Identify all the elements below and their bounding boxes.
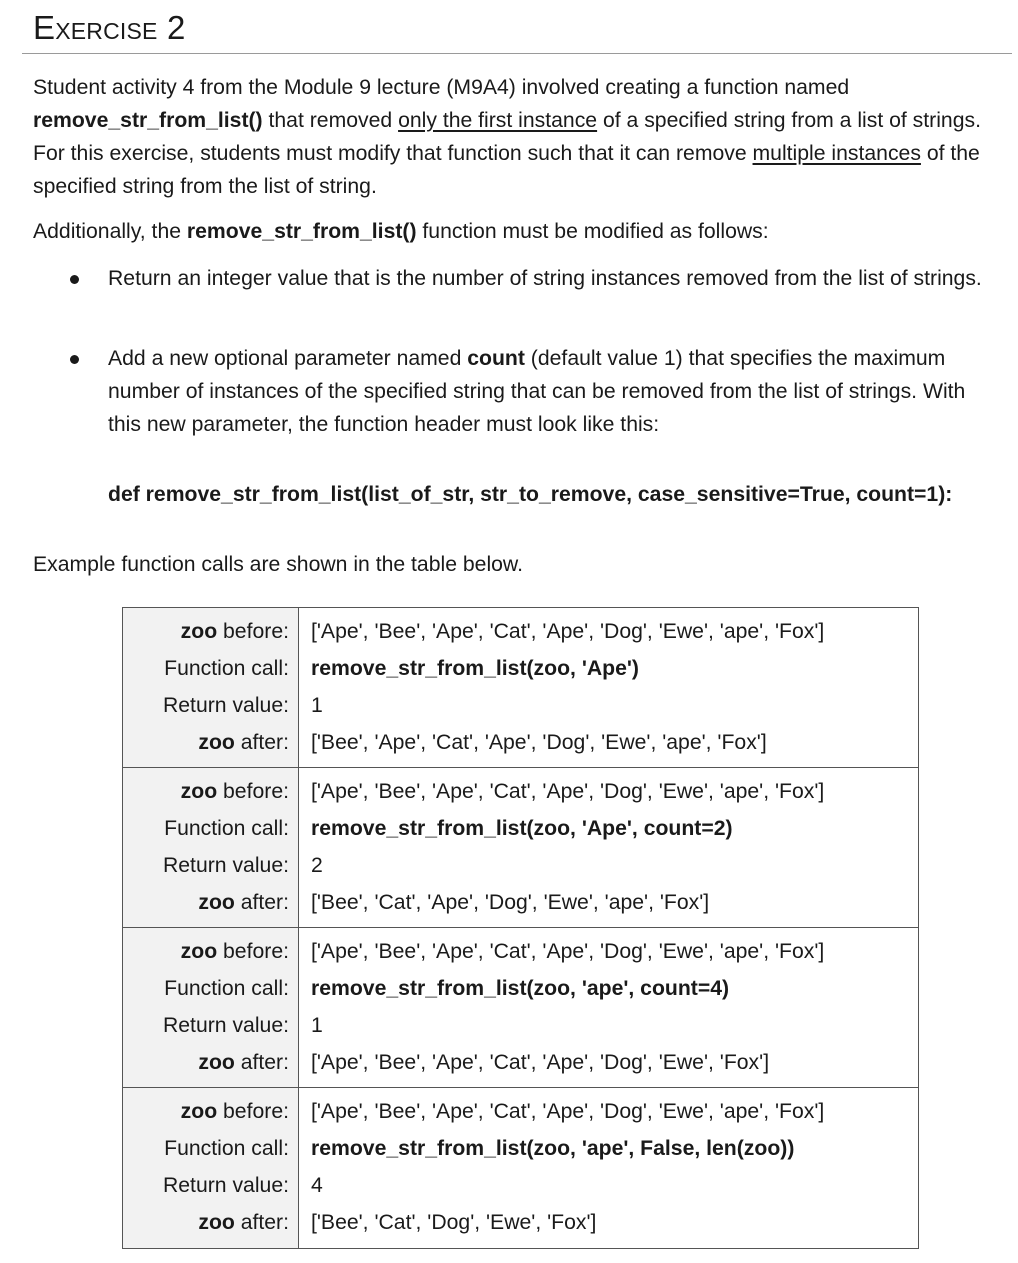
intro-text-7: of the specified string from the list of string. — [33, 142, 980, 198]
zoo-word: zoo — [180, 940, 218, 963]
function-name-bold: remove_str_from_list() — [33, 109, 263, 132]
before-suffix: before: — [217, 940, 289, 963]
modification-paragraph — [33, 215, 1001, 248]
bullet-dot-icon — [70, 275, 79, 284]
label-return-value: Return value: — [162, 854, 289, 877]
value-return-value: 4 — [311, 1174, 323, 1197]
after-suffix: after: — [234, 1211, 289, 1234]
intro-paragraph — [33, 71, 1001, 203]
row-return-value — [123, 687, 918, 724]
value-zoo-before: ['Ape', 'Bee', 'Ape', 'Cat', 'Ape', 'Dog', 'Ewe', 'ape', 'Fox'] — [311, 940, 825, 963]
before-suffix: before: — [217, 780, 289, 803]
bullet-text: Return an integer value that is the number of string instances removed from the list of strings. — [108, 267, 982, 290]
example-block-3 — [123, 928, 918, 1088]
row-zoo-after — [123, 724, 918, 761]
label-zoo-before — [123, 613, 289, 650]
value-return-value: 2 — [311, 854, 323, 877]
mod-function-name-bold: remove_str_from_list() — [186, 220, 417, 243]
zoo-word: zoo — [180, 780, 218, 803]
label-function-call: Function call: — [164, 817, 289, 840]
row-zoo-after — [123, 1204, 918, 1241]
after-suffix: after: — [234, 891, 289, 914]
row-zoo-before — [123, 933, 918, 970]
before-suffix: before: — [217, 620, 289, 643]
before-suffix: before: — [217, 1100, 289, 1123]
count-param-bold: count — [467, 347, 525, 370]
row-function-call — [123, 650, 918, 687]
label-function-call: Function call: — [164, 1137, 289, 1160]
zoo-word: zoo — [198, 731, 235, 754]
bullet-text-1: Add a new optional parameter named — [108, 347, 468, 370]
mod-text-3: function must be modified as follows: — [416, 220, 769, 243]
label-zoo-before — [123, 1093, 289, 1130]
zoo-word: zoo — [198, 1051, 235, 1074]
first-instance-underlined: only the first instance — [398, 109, 598, 132]
example-block-4 — [123, 1088, 918, 1248]
row-return-value — [123, 1167, 918, 1204]
value-zoo-after: ['Ape', 'Bee', 'Ape', 'Cat', 'Ape', 'Dog', 'Ewe', 'Fox'] — [311, 1051, 770, 1074]
value-function-call: remove_str_from_list(zoo, 'ape', False, len(zoo)) — [311, 1137, 795, 1160]
mod-text-1: Additionally, the — [33, 220, 187, 243]
intro-text-3: that removed — [262, 109, 399, 132]
label-zoo-after — [123, 1204, 289, 1241]
value-zoo-before: ['Ape', 'Bee', 'Ape', 'Cat', 'Ape', 'Dog', 'Ewe', 'ape', 'Fox'] — [311, 1100, 825, 1123]
after-suffix: after: — [234, 1051, 289, 1074]
intro-text-5: of a specified string from a list of strings. For this exercise, students must modify that function such that it can remove — [33, 109, 981, 165]
row-zoo-before — [123, 613, 918, 650]
row-function-call — [123, 810, 918, 847]
label-return-value: Return value: — [162, 694, 289, 717]
zoo-word: zoo — [180, 620, 218, 643]
label-zoo-after — [123, 724, 289, 761]
value-zoo-after: ['Bee', 'Cat', 'Dog', 'Ewe', 'Fox'] — [311, 1211, 597, 1234]
row-zoo-after — [123, 1044, 918, 1081]
table-intro-paragraph: Example function calls are shown in the table below. — [33, 553, 523, 576]
value-zoo-before: ['Ape', 'Bee', 'Ape', 'Cat', 'Ape', 'Dog', 'Ewe', 'ape', 'Fox'] — [311, 780, 825, 803]
label-zoo-after — [123, 1044, 289, 1081]
label-zoo-before — [123, 773, 289, 810]
bullet-dot-icon — [70, 355, 79, 364]
bullet-item-return-value — [60, 262, 1000, 328]
value-zoo-after: ['Bee', 'Ape', 'Cat', 'Ape', 'Dog', 'Ewe', 'ape', 'Fox'] — [311, 731, 767, 754]
intro-text-1: Student activity 4 from the Module 9 lecture (M9A4) involved creating a function named — [33, 76, 850, 99]
value-function-call: remove_str_from_list(zoo, 'ape', count=4) — [311, 977, 730, 1000]
row-return-value — [123, 847, 918, 884]
heading-divider — [22, 53, 1012, 54]
value-return-value: 1 — [311, 1014, 323, 1037]
exercise-heading: Exercise 2 — [33, 9, 186, 46]
zoo-word: zoo — [180, 1100, 218, 1123]
value-zoo-before: ['Ape', 'Bee', 'Ape', 'Cat', 'Ape', 'Dog', 'Ewe', 'ape', 'Fox'] — [311, 620, 825, 643]
row-zoo-before — [123, 773, 918, 810]
bullet-text-3: (default value 1) that specifies the maximum number of instances of the specified string that can be removed from the list of strings. With this new parameter, the function header must look like this: — [108, 347, 966, 436]
bullet-text — [108, 342, 1004, 441]
zoo-word: zoo — [198, 891, 235, 914]
function-header-code: def remove_str_from_list(list_of_str, str_to_remove, case_sensitive=True, count=1): — [108, 483, 953, 506]
after-suffix: after: — [234, 731, 289, 754]
example-block-2 — [123, 768, 918, 928]
value-function-call: remove_str_from_list(zoo, 'Ape') — [311, 657, 639, 680]
row-function-call — [123, 970, 918, 1007]
label-zoo-before — [123, 933, 289, 970]
row-return-value — [123, 1007, 918, 1044]
value-zoo-after: ['Bee', 'Cat', 'Ape', 'Dog', 'Ewe', 'ape', 'Fox'] — [311, 891, 710, 914]
label-zoo-after — [123, 884, 289, 921]
value-return-value: 1 — [311, 694, 323, 717]
label-return-value: Return value: — [162, 1174, 289, 1197]
zoo-word: zoo — [198, 1211, 235, 1234]
example-block-1 — [123, 608, 918, 768]
label-function-call: Function call: — [164, 977, 289, 1000]
bullet-item-count-parameter — [60, 342, 1000, 441]
label-function-call: Function call: — [164, 657, 289, 680]
value-function-call: remove_str_from_list(zoo, 'Ape', count=2) — [311, 817, 733, 840]
row-zoo-before — [123, 1093, 918, 1130]
row-function-call — [123, 1130, 918, 1167]
multiple-instances-underlined: multiple instances — [752, 142, 921, 165]
examples-table — [122, 607, 919, 1249]
row-zoo-after — [123, 884, 918, 921]
label-return-value: Return value: — [162, 1014, 289, 1037]
